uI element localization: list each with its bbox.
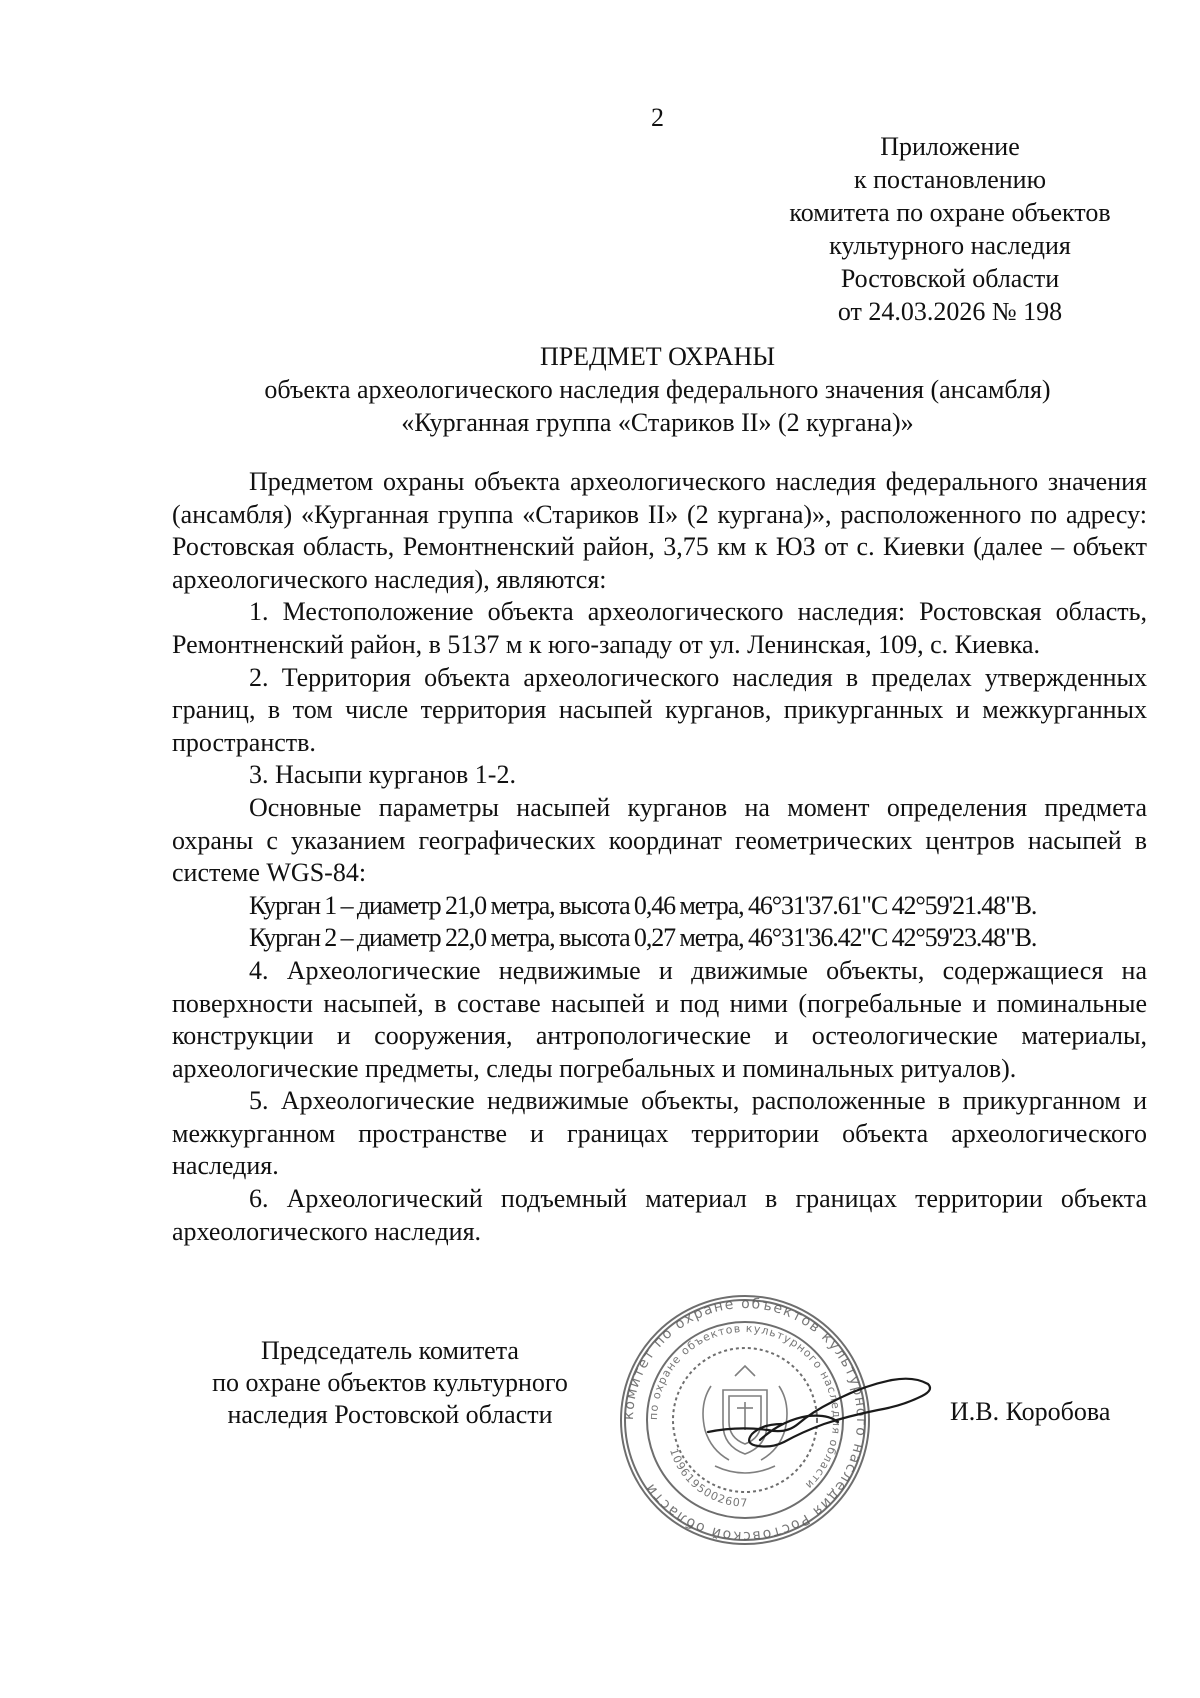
item-paragraph: 4. Археологические недвижимые и движимые объекты, содержащиеся на поверхности насыпей, в составе насыпей и под ними (погребальные и поминальные конструкции и сооружения, антропологические и остеологические материалы, археологические предметы, следы погребальных и поминальных ритуалов). xyxy=(172,955,1147,1083)
document-title xyxy=(170,340,1145,439)
item-paragraph: 6. Археологический подъемный материал в границах территории объекта археологического наследия. xyxy=(172,1184,1147,1246)
stamp-outer-text: комитет по охране объектов культурного наследия Ростовской области xyxy=(620,1295,870,1545)
annex-line: комитета по охране объектов xyxy=(789,198,1111,227)
item-paragraph: 1. Местоположение объекта археологического наследия: Ростовская область, Ремонтненский район, в 5137 м к юго-западу от ул. Ленинская, 109, с. Киевка. xyxy=(172,597,1147,659)
annex-line: Ростовской области xyxy=(840,264,1060,293)
page-number: 2 xyxy=(651,103,664,132)
title-subline: объекта археологического наследия федерального значения (ансамбля) xyxy=(264,375,1051,404)
title-heading: ПРЕДМЕТ ОХРАНЫ xyxy=(539,342,776,371)
annex-line: культурного наследия xyxy=(829,231,1071,260)
document-body xyxy=(172,466,1147,1248)
signatory-position xyxy=(180,1335,600,1431)
item-paragraph: 5. Археологические недвижимые объекты, расположенные в прикурганном и межкурганном пространстве и границах территории объекта археологического наследия. xyxy=(172,1086,1147,1181)
kurgan-line: Курган 1 – диаметр 21,0 метра, высота 0,46 метра, 46°31'37.61"С 42°59'21.48"В. xyxy=(249,890,1037,920)
position-line: по охране объектов культурного xyxy=(212,1368,568,1397)
annex-line: к постановлению xyxy=(853,165,1047,194)
annex-line: от 24.03.2026 № 198 xyxy=(837,297,1063,326)
item-paragraph: 3. Насыпи курганов 1-2. xyxy=(249,760,516,790)
signatory-name: И.В. Коробова xyxy=(950,1397,1111,1426)
stamp-number: 1096195002607 xyxy=(667,1446,749,1510)
kurgan-line: Курган 2 – диаметр 22,0 метра, высота 0,27 метра, 46°31'36.42"С 42°59'23.48"В. xyxy=(249,923,1037,953)
stamp-inner-text: по охране объектов культурного наследия области xyxy=(646,1321,844,1493)
item-paragraph: 2. Территория объекта археологического наследия в пределах утвержденных границ, в том числе территория насыпей курганов, прикурганных и межкурганных пространств. xyxy=(172,662,1147,757)
position-line: наследия Ростовской области xyxy=(227,1400,553,1429)
intro-paragraph: Предметом охраны объекта археологического наследия федерального значения (ансамбля) «Курганная группа «Стариков II» (2 кургана)», расположенного по адресу: Ростовская область, Ремонтненский район, 3,75 км к ЮЗ от с. Киевки (далее – объект археологического наследия), являются: xyxy=(172,467,1147,594)
handwritten-signature-icon xyxy=(700,1370,940,1460)
title-subline: «Курганная группа «Стариков II» (2 кургана)» xyxy=(401,408,914,437)
annex-line: Приложение xyxy=(880,132,1020,161)
position-line: Председатель комитета xyxy=(261,1336,519,1365)
annex-header xyxy=(720,130,1180,328)
params-paragraph: Основные параметры насыпей курганов на момент определения предмета охраны с указанием географических координат геометрических центров насыпей в системе WGS-84: xyxy=(172,792,1147,888)
